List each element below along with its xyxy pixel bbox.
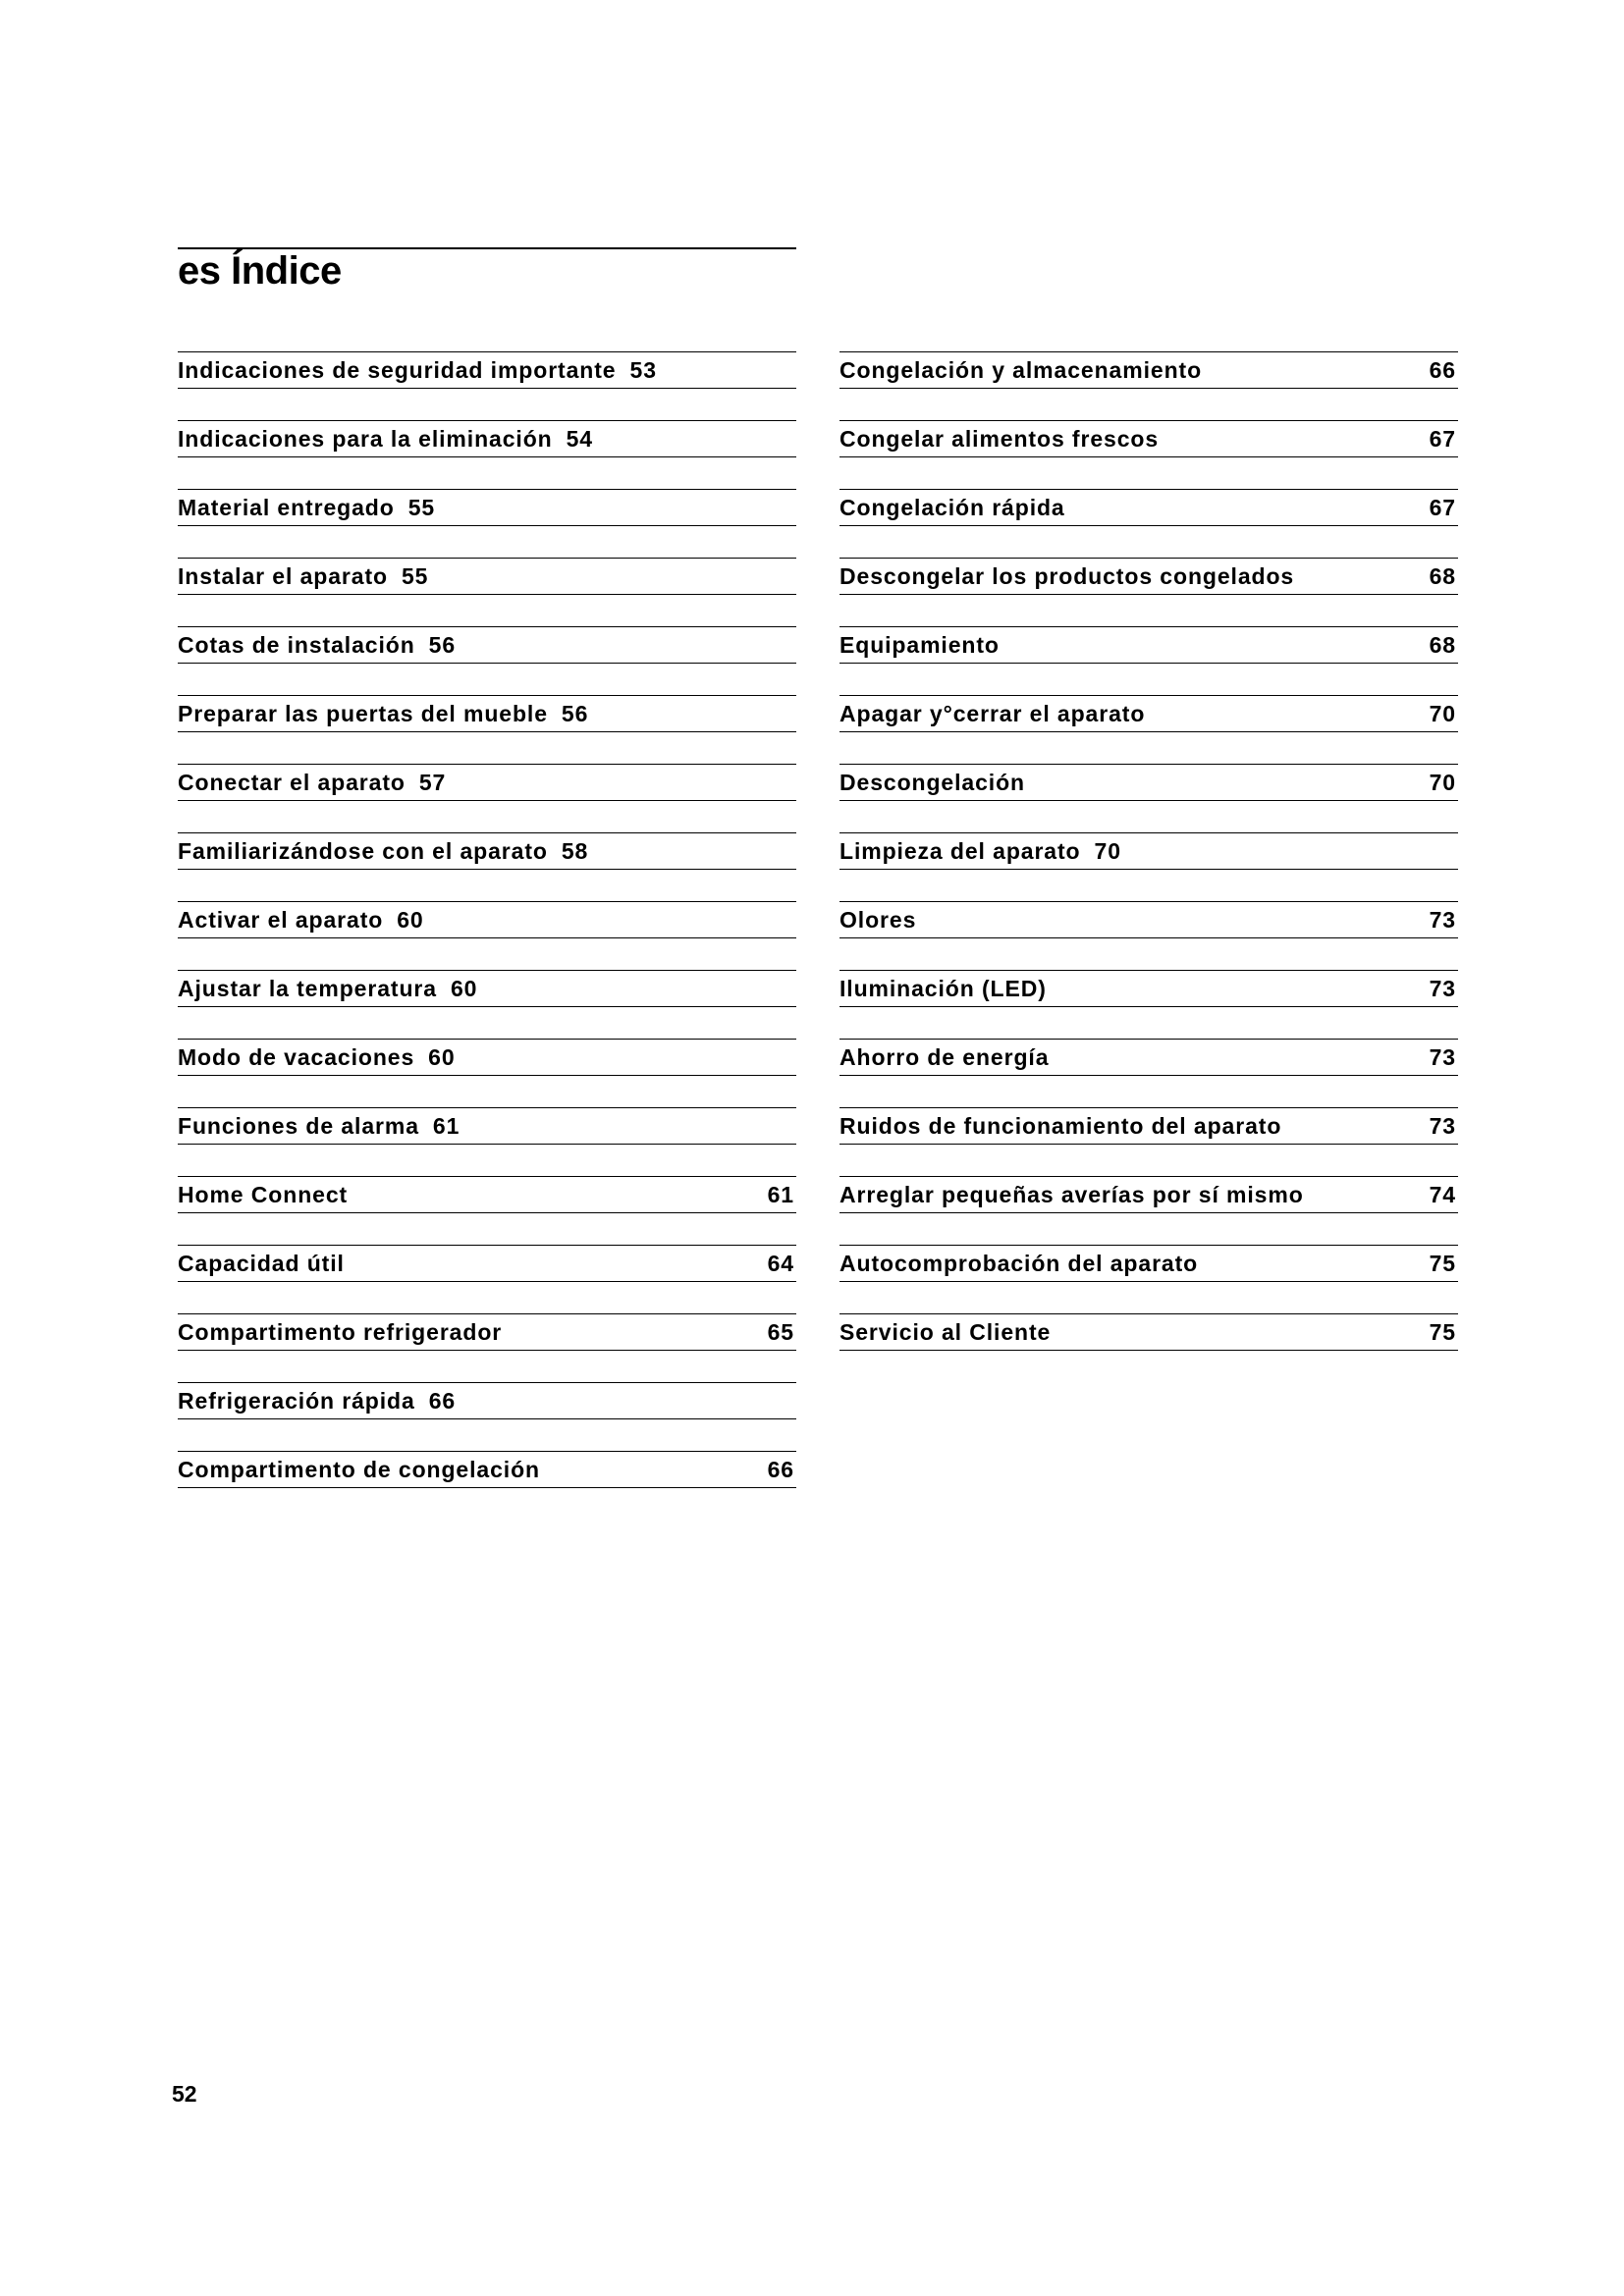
toc-entry-label: Ruidos de funcionamiento del aparato xyxy=(839,1113,1282,1139)
toc-entry-page: 75 xyxy=(1429,1251,1456,1276)
toc-entry-label: Olores xyxy=(839,907,917,933)
toc-entry-page: 67 xyxy=(1429,495,1456,520)
toc-entry-label: Limpieza del aparato xyxy=(839,838,1081,864)
toc-entry-label: Funciones de alarma xyxy=(178,1113,419,1139)
page-number: 52 xyxy=(172,2081,197,2107)
toc-entry[interactable] xyxy=(178,1107,796,1145)
page-title: es Índice xyxy=(178,249,342,293)
toc-entry-page: 60 xyxy=(428,1044,456,1070)
toc-entry-page: 66 xyxy=(767,1457,794,1482)
toc-entry-label: Indicaciones de seguridad importante xyxy=(178,357,617,383)
toc-column-left xyxy=(178,351,796,1520)
toc-entry-label: Autocomprobación del aparato xyxy=(839,1251,1199,1276)
toc-entry[interactable] xyxy=(178,351,796,389)
toc-entry-page: 68 xyxy=(1429,563,1456,589)
toc-entry-page: 67 xyxy=(1429,426,1456,452)
toc-entry-label: Apagar y°cerrar el aparato xyxy=(839,701,1146,726)
toc-entry-page: 60 xyxy=(450,976,478,1001)
toc-entry-page: 54 xyxy=(566,426,593,452)
toc-entry[interactable] xyxy=(839,558,1458,595)
toc-entry[interactable] xyxy=(178,764,796,801)
toc-entry[interactable] xyxy=(178,1176,796,1213)
toc-entry[interactable] xyxy=(178,1245,796,1282)
toc-entry[interactable] xyxy=(178,695,796,732)
toc-entry[interactable] xyxy=(178,1382,796,1419)
toc-entry-label: Home Connect xyxy=(178,1182,349,1207)
toc-entry-label: Cotas de instalación xyxy=(178,632,415,658)
toc-entry-page: 57 xyxy=(418,770,447,795)
toc-entry[interactable] xyxy=(839,1313,1458,1351)
toc-entry-page: 70 xyxy=(1429,701,1456,726)
toc-entry-label: Compartimento de congelación xyxy=(178,1457,540,1482)
toc-entry[interactable] xyxy=(839,1107,1458,1145)
toc-entry[interactable] xyxy=(839,351,1458,389)
toc-entry-page: 58 xyxy=(561,838,589,864)
toc-entry-label: Arreglar pequeñas averías por sí mismo xyxy=(839,1182,1304,1207)
toc-entry[interactable] xyxy=(839,1039,1458,1076)
toc-entry-label: Iluminación (LED) xyxy=(839,976,1047,1001)
toc-entry[interactable] xyxy=(178,626,796,664)
toc-entry[interactable] xyxy=(178,1039,796,1076)
toc-entry-page: 66 xyxy=(1429,357,1456,383)
toc-entry-page: 56 xyxy=(428,632,457,658)
toc-entry-page: 70 xyxy=(1094,838,1121,864)
toc-entry[interactable] xyxy=(839,420,1458,457)
toc-entry-page: 73 xyxy=(1429,976,1456,1001)
toc-entry[interactable] xyxy=(178,832,796,870)
toc-entry[interactable] xyxy=(839,970,1458,1007)
toc-entry-label: Familiarizándose con el aparato xyxy=(178,838,548,864)
toc-entry-label: Equipamiento xyxy=(839,632,1000,658)
toc-entry-label: Descongelación xyxy=(839,770,1025,795)
toc-entry-page: 65 xyxy=(767,1319,794,1345)
toc-entry-page: 60 xyxy=(397,907,424,933)
toc-entry-label: Ajustar la temperatura xyxy=(178,976,437,1001)
toc-entry[interactable] xyxy=(839,626,1458,664)
toc-entry-page: 55 xyxy=(407,495,436,520)
toc-entry-page: 75 xyxy=(1429,1319,1456,1345)
toc-entry-label: Modo de vacaciones xyxy=(178,1044,415,1070)
toc-entry-page: 74 xyxy=(1429,1182,1456,1207)
toc-entry-label: Capacidad útil xyxy=(178,1251,345,1276)
toc-entry[interactable] xyxy=(178,901,796,938)
toc-entry-page: 64 xyxy=(767,1251,794,1276)
toc-entry[interactable] xyxy=(839,1245,1458,1282)
toc-entry[interactable] xyxy=(839,901,1458,938)
toc-entry-label: Servicio al Cliente xyxy=(839,1319,1052,1345)
toc-entry[interactable] xyxy=(178,1451,796,1488)
toc-entry[interactable] xyxy=(178,489,796,526)
toc-entry-label: Material entregado xyxy=(178,495,395,520)
toc-entry-page: 56 xyxy=(561,701,589,726)
toc-entry-page: 53 xyxy=(629,357,657,383)
toc-entry-page: 73 xyxy=(1429,907,1456,933)
toc-entry-label: Congelación rápida xyxy=(839,495,1065,520)
toc-entry-label: Instalar el aparato xyxy=(178,563,388,589)
toc-entry[interactable] xyxy=(178,420,796,457)
toc-entry-page: 61 xyxy=(432,1113,460,1139)
toc-entry[interactable] xyxy=(178,558,796,595)
toc-entry-page: 70 xyxy=(1429,770,1456,795)
toc-entry-label: Preparar las puertas del mueble xyxy=(178,701,548,726)
toc-entry-label: Refrigeración rápida xyxy=(178,1388,415,1414)
toc-entry-label: Congelación y almacenamiento xyxy=(839,357,1203,383)
toc-entry-page: 55 xyxy=(401,563,429,589)
toc-column-right xyxy=(839,351,1458,1382)
toc-entry[interactable] xyxy=(839,489,1458,526)
toc-entry[interactable] xyxy=(178,1313,796,1351)
toc-entry-label: Compartimento refrigerador xyxy=(178,1319,503,1345)
toc-entry-label: Activar el aparato xyxy=(178,907,384,933)
toc-entry-page: 73 xyxy=(1429,1113,1456,1139)
toc-entry-label: Ahorro de energía xyxy=(839,1044,1050,1070)
toc-entry[interactable] xyxy=(178,970,796,1007)
toc-entry-page: 66 xyxy=(428,1388,457,1414)
toc-entry[interactable] xyxy=(839,1176,1458,1213)
toc-entry[interactable] xyxy=(839,832,1458,870)
toc-entry-page: 68 xyxy=(1429,632,1456,658)
toc-entry-page: 61 xyxy=(767,1182,794,1207)
toc-entry[interactable] xyxy=(839,695,1458,732)
toc-entry-label: Descongelar los productos congelados xyxy=(839,563,1295,589)
toc-entry-label: Congelar alimentos frescos xyxy=(839,426,1160,452)
toc-entry-label: Conectar el aparato xyxy=(178,770,406,795)
toc-entry[interactable] xyxy=(839,764,1458,801)
toc-entry-label: Indicaciones para la eliminación xyxy=(178,426,553,452)
toc-entry-page: 73 xyxy=(1429,1044,1456,1070)
